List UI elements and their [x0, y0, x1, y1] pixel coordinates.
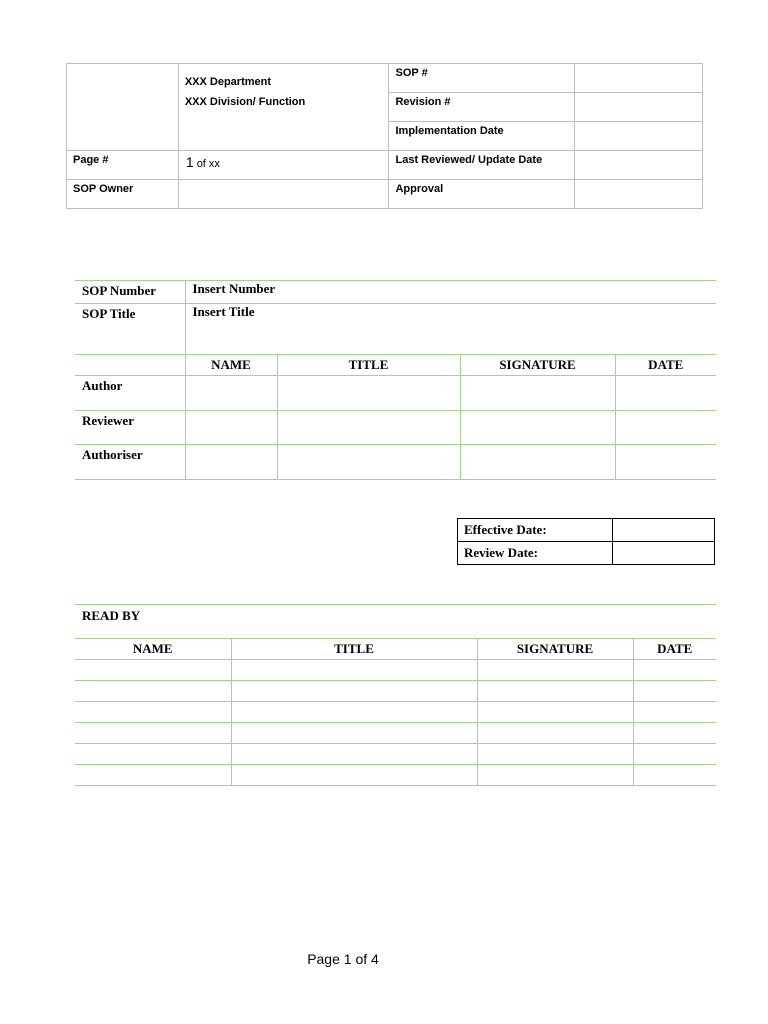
- col-header-name: NAME: [185, 355, 277, 376]
- readby-cell[interactable]: [477, 681, 633, 702]
- readby-cell[interactable]: [231, 765, 477, 786]
- readby-cell[interactable]: [75, 681, 231, 702]
- authoriser-signature-cell[interactable]: [460, 445, 615, 480]
- last-reviewed-label: Last Reviewed/ Update Date: [389, 151, 575, 180]
- readby-col-signature: SIGNATURE: [477, 639, 633, 660]
- readby-cell[interactable]: [231, 744, 477, 765]
- sop-title-label: SOP Title: [75, 304, 185, 355]
- readby-cell[interactable]: [633, 765, 716, 786]
- table-row: [75, 681, 716, 702]
- effective-date-label: Effective Date:: [458, 519, 613, 542]
- page-number: 1: [185, 154, 194, 170]
- readby-col-date: DATE: [633, 639, 716, 660]
- readby-cell[interactable]: [477, 723, 633, 744]
- author-title-cell[interactable]: [277, 376, 460, 411]
- role-author: Author: [75, 376, 185, 411]
- readby-cell[interactable]: [633, 660, 716, 681]
- role-authoriser: Authoriser: [75, 445, 185, 480]
- authoriser-date-cell[interactable]: [615, 445, 716, 480]
- readby-cell[interactable]: [75, 723, 231, 744]
- readby-cell[interactable]: [231, 723, 477, 744]
- readby-cell[interactable]: [231, 681, 477, 702]
- col-header-date: DATE: [615, 355, 716, 376]
- reviewer-signature-cell[interactable]: [460, 411, 615, 445]
- review-date-value[interactable]: [613, 542, 715, 565]
- sop-owner-value[interactable]: [178, 180, 389, 209]
- header-logo-cell: [67, 64, 179, 151]
- sop-signature-table: [75, 280, 716, 480]
- approval-label: Approval: [389, 180, 575, 209]
- page-footer: Page 1 of 4: [307, 951, 379, 967]
- page-value-cell: [178, 151, 389, 180]
- last-reviewed-value[interactable]: [575, 151, 703, 180]
- author-signature-cell[interactable]: [460, 376, 615, 411]
- readby-col-title: TITLE: [231, 639, 477, 660]
- readby-cell[interactable]: [633, 681, 716, 702]
- header-department-cell: [178, 64, 389, 151]
- table-row: [75, 723, 716, 744]
- author-name-cell[interactable]: [185, 376, 277, 411]
- col-header-signature: SIGNATURE: [460, 355, 615, 376]
- readby-cell[interactable]: [477, 744, 633, 765]
- readby-cell[interactable]: [75, 744, 231, 765]
- readby-col-name: NAME: [75, 639, 231, 660]
- readby-cell[interactable]: [633, 723, 716, 744]
- header-table: [66, 63, 703, 209]
- readby-cell[interactable]: [633, 744, 716, 765]
- sop-owner-label: SOP Owner: [67, 180, 179, 209]
- col-header-title: TITLE: [277, 355, 460, 376]
- implementation-date-label: Implementation Date: [389, 122, 575, 151]
- department-name: XXX Department: [184, 76, 272, 88]
- effective-date-value[interactable]: [613, 519, 715, 542]
- readby-cell[interactable]: [75, 702, 231, 723]
- readby-cell[interactable]: [477, 765, 633, 786]
- role-reviewer: Reviewer: [75, 411, 185, 445]
- sop-no-value[interactable]: [575, 64, 703, 93]
- reviewer-name-cell[interactable]: [185, 411, 277, 445]
- sop-header-blank: [75, 355, 185, 376]
- revision-label: Revision #: [389, 93, 575, 122]
- page-of: of xx: [196, 158, 220, 170]
- review-date-label: Review Date:: [458, 542, 613, 565]
- dates-table: [457, 518, 715, 565]
- sop-number-value[interactable]: Insert Number: [185, 281, 716, 304]
- reviewer-date-cell[interactable]: [615, 411, 716, 445]
- reviewer-title-cell[interactable]: [277, 411, 460, 445]
- readby-cell[interactable]: [633, 702, 716, 723]
- table-row: [75, 744, 716, 765]
- approval-value[interactable]: [575, 180, 703, 209]
- sop-number-label: SOP Number: [75, 281, 185, 304]
- page-label: Page #: [67, 151, 179, 180]
- readby-cell[interactable]: [477, 702, 633, 723]
- sop-title-value[interactable]: Insert Title: [185, 304, 716, 355]
- division-name: XXX Division/ Function: [184, 96, 306, 108]
- read-by-title: READ BY: [75, 604, 716, 638]
- readby-cell[interactable]: [477, 660, 633, 681]
- read-by-table: [75, 638, 716, 786]
- authoriser-name-cell[interactable]: [185, 445, 277, 480]
- table-row: [75, 660, 716, 681]
- author-date-cell[interactable]: [615, 376, 716, 411]
- authoriser-title-cell[interactable]: [277, 445, 460, 480]
- readby-cell[interactable]: [75, 660, 231, 681]
- readby-cell[interactable]: [231, 702, 477, 723]
- readby-cell[interactable]: [75, 765, 231, 786]
- sop-no-label: SOP #: [389, 64, 575, 93]
- readby-cell[interactable]: [231, 660, 477, 681]
- table-row: [75, 702, 716, 723]
- revision-value[interactable]: [575, 93, 703, 122]
- implementation-date-value[interactable]: [575, 122, 703, 151]
- table-row: [75, 765, 716, 786]
